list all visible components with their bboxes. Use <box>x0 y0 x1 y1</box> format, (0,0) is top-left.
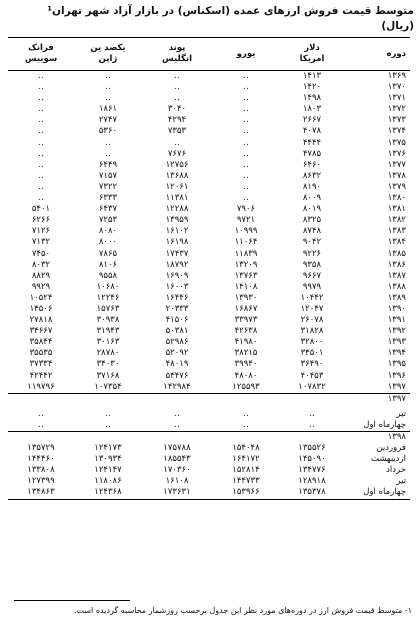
jpy-cell: ۲۸۷۸۰ <box>96 348 120 359</box>
gbp-cell: ۱۶۱۰۸ <box>165 476 189 487</box>
jpy-cell: ۱۲۴۱۷۳ <box>94 443 122 454</box>
jpy-cell: .. <box>104 408 111 419</box>
usd-cell: ۲۶۶۷ <box>302 115 322 126</box>
table-row <box>8 260 410 271</box>
gbp-cell: ۱۳۹۵۹ <box>165 215 189 226</box>
chf-cell: .. <box>37 419 44 430</box>
jpy-cell: ۵۳۶۰ <box>98 126 118 137</box>
eur-cell: .. <box>242 104 249 115</box>
table-row <box>8 182 410 193</box>
usd-cell: ۴۰۷۸ <box>302 126 322 137</box>
period-cell: ۱۳۷۸ <box>387 170 406 181</box>
eur-cell: ۴۸۰۸۰ <box>234 370 258 381</box>
table-row <box>8 249 410 260</box>
usd-cell: ۶۴۶۰ <box>302 159 322 170</box>
title-line-1: متوسط قیمت فروش ارزهای عمده (اسکناس) در بازار آزاد شهر تهران¹ <box>47 5 414 17</box>
gbp-cell: ۵۲۰۹۲ <box>165 348 189 359</box>
usd-cell: ۴۴۴۴ <box>302 137 322 148</box>
eur-cell: ۱۰۹۹۹ <box>234 226 258 237</box>
jpy-cell: .. <box>104 137 111 148</box>
period-cell: ۱۳۹۵ <box>387 359 406 370</box>
table-row <box>8 326 410 337</box>
usd-cell: ۱۰۷۸۳۲ <box>298 381 326 392</box>
chf-cell: ۷۴۵۰ <box>31 248 51 259</box>
jpy-cell: ۳۱۹۴۳ <box>96 326 120 337</box>
empty-cell <box>212 393 280 405</box>
usd-cell: ۸۷۴۸ <box>302 226 322 237</box>
table-row <box>8 93 410 104</box>
year-group-row <box>8 432 410 444</box>
eur-cell: ۱۵۲۸۱۴ <box>232 465 260 476</box>
table-row <box>8 226 410 237</box>
eur-cell: .. <box>242 159 249 170</box>
chf-cell: ۱۰۵۲۴ <box>29 292 53 303</box>
usd-cell: ۸۰۱۹ <box>302 204 322 215</box>
period-cell: ۱۳۸۷ <box>387 270 406 281</box>
header-gbp: پوند انگلیس <box>142 38 212 71</box>
jpy-cell: ۱۰۶۸۰ <box>96 281 120 292</box>
period-cell: ۱۳۸۴ <box>387 237 406 248</box>
usd-cell: ۱۴۹۸ <box>302 93 322 104</box>
period-cell: ۱۳۷۹ <box>387 181 406 192</box>
eur-cell: ۱۲۵۵۹۳ <box>232 381 260 392</box>
eur-cell: .. <box>242 408 249 419</box>
table-row <box>8 443 410 454</box>
table-row <box>8 465 410 476</box>
chf-cell: ۳۵۵۳۵ <box>29 348 53 359</box>
eur-cell: ۱۳۲۰۹ <box>234 259 258 270</box>
jpy-cell: .. <box>104 148 111 159</box>
jpy-cell: ۳۰۱۶۳ <box>96 337 120 348</box>
gbp-cell: ۱۳۶۸۸ <box>165 170 189 181</box>
gbp-cell: ۱۷۰۳۶۰ <box>163 465 191 476</box>
gbp-cell: ۳۰۴۰ <box>167 104 187 115</box>
chf-cell: ۷۱۳۲ <box>31 237 51 248</box>
jpy-cell: ۱۵۷۶۳ <box>96 303 120 314</box>
period-cell: ۱۳۸۱ <box>387 204 406 215</box>
usd-cell: ۳۱۸۲۸ <box>300 326 324 337</box>
usd-cell: ۳۴۵۰۱ <box>300 348 324 359</box>
jpy-cell: .. <box>104 93 111 104</box>
chf-cell: ۲۷۸۱۸ <box>29 315 53 326</box>
table-row <box>8 454 410 465</box>
period-cell: ۱۳۸۹ <box>387 292 406 303</box>
period-cell: ۱۳۸۰ <box>387 193 406 204</box>
gbp-cell: ۱۶۰۰۳ <box>165 281 189 292</box>
gbp-cell: ۷۳۵۳ <box>167 126 187 137</box>
chf-cell: ۸۰۳۲ <box>31 259 51 270</box>
usd-cell: ۴۰۴۵۳ <box>300 370 324 381</box>
gbp-cell: ۱۶۴۴۶ <box>165 292 189 303</box>
eur-cell: ۱۱۰۶۴ <box>234 237 258 248</box>
table-row <box>8 126 410 137</box>
period-cell: ۱۳۷۷ <box>387 159 406 170</box>
gbp-cell: .. <box>173 408 180 419</box>
eur-cell: ۱۴۴۷۳۳ <box>232 476 260 487</box>
usd-cell: ۸۱۹۰ <box>302 181 322 192</box>
period-cell: ۱۳۷۰ <box>387 82 406 93</box>
usd-cell: ۹۳۵۸ <box>302 259 322 270</box>
period-cell: فروردین <box>376 443 406 454</box>
empty-cell <box>280 432 344 444</box>
jpy-cell: ۸۰۰۰ <box>98 237 118 248</box>
jpy-cell: ۷۲۵۳ <box>98 215 118 226</box>
footnote-divider <box>14 600 130 601</box>
gbp-cell: ۱۷۳۶۳۱ <box>142 487 212 499</box>
usd-cell: ۱۲۰۴۷ <box>300 303 324 314</box>
table-row <box>8 271 410 282</box>
jpy-cell: ۱۸۶۱ <box>98 104 118 115</box>
exchange-rate-table <box>8 37 410 500</box>
usd-cell: ۹۲۲۶ <box>302 248 322 259</box>
usd-cell: ۸۰۰۹ <box>302 193 322 204</box>
eur-cell: .. <box>242 148 249 159</box>
chf-cell: .. <box>37 82 44 93</box>
period-cell: ۱۳۷۳ <box>387 115 406 126</box>
chf-cell: ۱۳۴۸۶۳ <box>8 487 74 499</box>
gbp-cell: ۷۶۷۶ <box>167 148 187 159</box>
period-cell: ۱۳۷۶ <box>387 148 406 159</box>
gbp-cell: ۱۸۵۵۴۳ <box>163 454 191 465</box>
jpy-cell: ۶۴۳۷ <box>98 204 118 215</box>
year-group-label: ۱۳۹۸ <box>344 432 410 444</box>
jpy-cell: ۱۱۸۰۸۶ <box>94 476 122 487</box>
chf-cell: .. <box>37 93 44 104</box>
usd-cell: ۲۶۰۷۸ <box>300 315 324 326</box>
usd-cell: ۸۳۲۵ <box>302 215 322 226</box>
chf-cell: .. <box>37 137 44 148</box>
jpy-cell: ۳۴۰۳۰ <box>96 359 120 370</box>
eur-cell: ۳۸۲۱۵ <box>234 348 258 359</box>
period-cell: ۱۳۹۷ <box>387 381 406 392</box>
header-jpy: یکصد ین ژاپن <box>74 38 142 71</box>
eur-cell: ۹۷۲۱ <box>236 215 256 226</box>
empty-cell <box>142 432 212 444</box>
gbp-cell: ۴۲۹۴ <box>167 115 187 126</box>
period-cell: ۱۳۹۴ <box>387 348 406 359</box>
jpy-cell: ۸۱۰۶ <box>98 259 118 270</box>
gbp-cell: ۱۶۹۰۹ <box>165 270 189 281</box>
chf-cell: ۱۱۹۷۹۶ <box>27 381 55 392</box>
empty-cell <box>8 432 74 444</box>
gbp-cell: ۱۲۷۵۶ <box>165 159 189 170</box>
table-row <box>8 315 410 326</box>
usd-cell: ۱۳۴۷۷۶ <box>298 465 326 476</box>
gbp-cell: ۲۰۳۳۳ <box>165 303 189 314</box>
jpy-cell: ۳۰۹۳۸ <box>96 315 120 326</box>
header-row <box>8 38 410 71</box>
chf-cell: .. <box>37 126 44 137</box>
jpy-cell: ۳۷۱۶۸ <box>96 370 120 381</box>
year-group-row <box>8 393 410 405</box>
chf-cell: ۱۳۵۷۲۹ <box>27 443 55 454</box>
jpy-cell: ۷۸۶۵ <box>98 248 118 259</box>
chf-cell: .. <box>37 115 44 126</box>
gbp-cell: .. <box>173 71 180 81</box>
eur-cell: ۱۳۹۳۰ <box>234 292 258 303</box>
chf-cell: ۴۲۴۴۲ <box>29 370 53 381</box>
table-row <box>8 420 410 432</box>
chf-cell: ۱۲۷۳۹۹ <box>27 476 55 487</box>
gbp-cell: ۵۰۳۸۱ <box>165 326 189 337</box>
table-row <box>8 193 410 204</box>
table-row <box>8 337 410 348</box>
jpy-cell: ۱۲۲۴۶ <box>96 292 120 303</box>
chf-cell: ۷۱۲۶ <box>31 226 51 237</box>
chf-cell: .. <box>37 104 44 115</box>
header-chf: فرانک سوییس <box>8 38 74 71</box>
eur-cell: ۴۲۶۳۸ <box>234 326 258 337</box>
chf-cell: ۸۸۲۹ <box>31 270 51 281</box>
table-row <box>8 171 410 182</box>
period-cell: ۱۳۹۳ <box>387 337 406 348</box>
usd-cell: ۱۸۰۳ <box>302 104 322 115</box>
jpy-cell: ۱۰۷۳۵۴ <box>94 381 122 392</box>
empty-cell <box>74 432 142 444</box>
table-row <box>8 104 410 115</box>
eur-cell: ۳۹۹۴۰ <box>234 359 258 370</box>
usd-cell: ۱۳۵۳۷۸ <box>280 487 344 499</box>
usd-cell: ۳۶۴۹۰ <box>300 359 324 370</box>
jpy-cell: ۱۳۰۹۳۴ <box>94 454 122 465</box>
table-row <box>8 282 410 293</box>
chf-cell: .. <box>37 159 44 170</box>
usd-cell: ۹۰۴۲ <box>302 237 322 248</box>
table-row <box>8 293 410 304</box>
eur-cell: ۱۶۴۱۷۲ <box>232 454 260 465</box>
gbp-cell: ۱۶۱۹۸ <box>165 237 189 248</box>
period-cell: ۱۳۹۶ <box>387 370 406 381</box>
gbp-cell: ۱۷۵۷۸۸ <box>163 443 191 454</box>
jpy-cell: ۷۳۲۲ <box>98 181 118 192</box>
usd-cell: ۱۳۵۵۲۶ <box>298 443 326 454</box>
chf-cell: ۳۵۸۴۴ <box>29 337 53 348</box>
period-cell: ۱۳۷۱ <box>387 93 406 104</box>
chf-cell: ۱۴۵۰۶ <box>29 303 53 314</box>
eur-cell: ۱۳۷۶۳ <box>234 270 258 281</box>
chf-cell: ۶۲۶۶ <box>31 215 51 226</box>
gbp-cell: ۱۷۴۳۷ <box>165 248 189 259</box>
empty-cell <box>8 393 74 405</box>
eur-cell: ۱۵۳۹۶۶ <box>212 487 280 499</box>
chf-cell: .. <box>37 193 44 204</box>
eur-cell: ۴۱۹۸۰ <box>234 337 258 348</box>
empty-cell <box>74 393 142 405</box>
footnote: ۱- متوسط قیمت فروش ارز در دوره‌های مورد نظر این جدول برحسب روزشمار محاسبه گردیده است. <box>73 606 412 615</box>
chf-cell: .. <box>37 71 44 81</box>
table-title <box>0 4 414 34</box>
usd-cell: .. <box>308 419 315 430</box>
gbp-cell: ۱۶۱۰۲ <box>165 226 189 237</box>
gbp-cell: ۵۴۴۷۶ <box>165 370 189 381</box>
chf-cell: ۳۷۳۳۴ <box>29 359 53 370</box>
chf-cell: ۳۴۶۶۷ <box>29 326 53 337</box>
period-cell: چهارماه اول <box>363 419 406 430</box>
usd-cell: ۱۴۲۰ <box>302 82 322 93</box>
usd-cell: ۱۴۱۳ <box>302 71 322 81</box>
title-line-2: (ریال) <box>381 20 414 32</box>
period-cell: ۱۳۸۵ <box>387 248 406 259</box>
table-row <box>8 215 410 226</box>
table-row <box>8 71 410 83</box>
period-cell: تیر <box>396 408 406 419</box>
table-row <box>8 487 410 499</box>
gbp-cell: .. <box>173 419 180 430</box>
jpy-cell: ۹۵۵۸ <box>98 270 118 281</box>
chf-cell: .. <box>37 181 44 192</box>
period-cell: ۱۳۸۸ <box>387 281 406 292</box>
table-row <box>8 405 410 420</box>
eur-cell: ۱۶۸۶۷ <box>234 303 258 314</box>
usd-cell: ۳۲۸۰۰ <box>300 337 324 348</box>
period-cell: خرداد <box>386 465 406 476</box>
eur-cell: ۳۳۹۷۳ <box>234 315 258 326</box>
chf-cell: ۱۴۴۴۶۰ <box>27 454 55 465</box>
chf-cell: .. <box>37 148 44 159</box>
table-row <box>8 138 410 149</box>
chf-cell: .. <box>37 170 44 181</box>
empty-cell <box>212 432 280 444</box>
period-cell: ۱۳۷۵ <box>387 137 406 148</box>
jpy-cell: ۱۲۴۳۶۸ <box>74 487 142 499</box>
period-cell: ۱۳۸۳ <box>387 226 406 237</box>
period-cell: چهارماه اول <box>344 487 410 499</box>
eur-cell: .. <box>242 419 249 430</box>
chf-cell: ۱۳۳۸۰۸ <box>27 465 55 476</box>
period-cell: ۱۳۹۱ <box>387 315 406 326</box>
header-usd: دلار امریکا <box>280 38 344 71</box>
gbp-cell: ۱۸۷۹۲ <box>165 259 189 270</box>
eur-cell: .. <box>242 137 249 148</box>
table-row <box>8 348 410 359</box>
table-row <box>8 382 410 394</box>
jpy-cell: ۶۳۳۳ <box>98 193 118 204</box>
usd-cell: ۱۲۸۹۱۸ <box>298 476 326 487</box>
gbp-cell: .. <box>173 93 180 104</box>
year-group-label: ۱۳۹۷ <box>344 393 410 405</box>
table-row <box>8 359 410 370</box>
eur-cell: ۱۱۸۳۹ <box>234 248 258 259</box>
period-cell: اردیبهشت <box>370 454 406 465</box>
eur-cell: .. <box>242 82 249 93</box>
period-cell: ۱۳۹۰ <box>387 303 406 314</box>
usd-cell: .. <box>308 408 315 419</box>
usd-cell: ۸۶۳۲ <box>302 170 322 181</box>
gbp-cell: ۱۴۲۹۸۴ <box>163 381 191 392</box>
jpy-cell: ۱۲۴۱۴۷ <box>94 465 122 476</box>
period-cell: ۱۳۷۲ <box>387 104 406 115</box>
eur-cell: .. <box>242 170 249 181</box>
table-row <box>8 204 410 215</box>
usd-cell: ۴۷۸۵ <box>302 148 322 159</box>
gbp-cell: ۱۱۳۸۱ <box>165 193 189 204</box>
eur-cell: .. <box>242 193 249 204</box>
table-row <box>8 237 410 248</box>
table-row <box>8 82 410 93</box>
jpy-cell: ۷۱۵۷ <box>98 170 118 181</box>
gbp-cell: .. <box>173 137 180 148</box>
period-cell: ۱۳۶۹ <box>387 71 406 81</box>
eur-cell: ۱۴۱۰۸ <box>234 281 258 292</box>
jpy-cell: ۶۴۴۹ <box>98 159 118 170</box>
eur-cell: .. <box>242 71 249 81</box>
eur-cell: .. <box>242 93 249 104</box>
gbp-cell: ۵۲۹۸۶ <box>165 337 189 348</box>
period-cell: ۱۳۸۶ <box>387 259 406 270</box>
period-cell: تیر <box>396 476 406 487</box>
jpy-cell: .. <box>104 419 111 430</box>
chf-cell: ۹۹۲۹ <box>31 281 51 292</box>
usd-cell: ۹۹۷۹ <box>302 281 322 292</box>
table-body <box>8 71 410 500</box>
jpy-cell: ۸۰۸۰ <box>98 226 118 237</box>
jpy-cell: ۲۷۴۷ <box>98 115 118 126</box>
eur-cell: .. <box>242 126 249 137</box>
header-euro: یورو <box>212 38 280 71</box>
table-row <box>8 160 410 171</box>
eur-cell: ۷۹۰۶ <box>236 204 256 215</box>
usd-cell: ۱۴۵۰۹۰ <box>298 454 326 465</box>
empty-cell <box>142 393 212 405</box>
usd-cell: ۹۶۶۷ <box>302 270 322 281</box>
table-row <box>8 115 410 126</box>
period-cell: ۱۳۷۴ <box>387 126 406 137</box>
chf-cell: .. <box>37 408 44 419</box>
empty-cell <box>280 393 344 405</box>
jpy-cell: .. <box>104 82 111 93</box>
gbp-cell: ۱۲۰۶۱ <box>165 181 189 192</box>
eur-cell: .. <box>242 181 249 192</box>
chf-cell: ۵۴۰۱ <box>31 204 51 215</box>
gbp-cell: .. <box>173 82 180 93</box>
header-period: دوره <box>344 38 410 71</box>
jpy-cell: .. <box>104 71 111 81</box>
period-cell: ۱۳۹۲ <box>387 326 406 337</box>
eur-cell: ۱۵۴۰۴۸ <box>232 443 260 454</box>
table-row <box>8 304 410 315</box>
gbp-cell: ۴۸۰۱۹ <box>165 359 189 370</box>
usd-cell: ۱۰۴۴۲ <box>300 292 324 303</box>
table-row <box>8 476 410 487</box>
gbp-cell: ۴۱۵۰۶ <box>165 315 189 326</box>
table-row <box>8 149 410 160</box>
table-row <box>8 371 410 382</box>
eur-cell: .. <box>242 115 249 126</box>
gbp-cell: ۱۲۲۸۸ <box>165 204 189 215</box>
period-cell: ۱۳۸۲ <box>387 215 406 226</box>
